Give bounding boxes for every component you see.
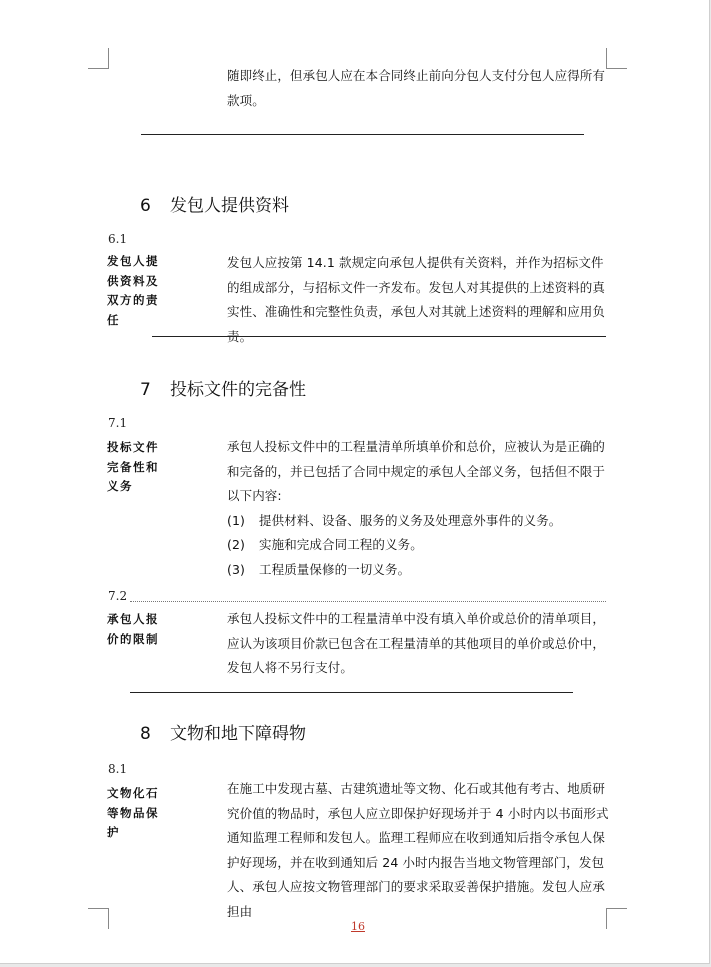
section-title: 发包人提供资料: [170, 196, 289, 216]
clause-paragraph-text: 承包人投标文件中的工程量清单所填单价和总价，应被认为是正确的和完备的，并已包括了合同中规定的承包人全部义务，包括但不限于以下内容:: [227, 439, 606, 503]
list-item-text: 实施和完成合同工程的义务。: [259, 537, 423, 552]
list-item-label: (1): [227, 512, 246, 528]
clause-number: 7.1: [108, 416, 128, 430]
section-heading-6: [140, 194, 289, 218]
section-number: 7: [140, 380, 151, 400]
clause-number: 7.2: [108, 589, 128, 603]
clause-side-title: 发包人提供资料及双方的责任: [107, 254, 159, 327]
clause-side-title: 投标文件完备性和义务: [107, 440, 159, 493]
list-item: [227, 533, 612, 558]
list-item-label: (3): [227, 561, 246, 577]
list-item-label: (2): [227, 537, 246, 552]
clause-side-title: 文物化石等物品保护: [107, 786, 159, 839]
clause-paragraph: 在施工中发现古墓、古建筑遗址等文物、化石或其他有考古、地质研究价值的物品时，承包人应立即保护好现场并于 4 小时内以书面形式通知监理工程师和发包人。监理工程师应在收到通知后指令承包人保护好现场，并在收到通知后 24 小时内报告当地文物管理部门，发包人、承包人应按文物管理部门的要求采取妥善保护措施。发包人应承担由: [227, 781, 609, 919]
section-number: 8: [140, 724, 151, 744]
clause-paragraph: 发包人应按第 14.1 款规定向承包人提供有关资料，并作为招标文件的组成部分，与招标文件一齐发布。发包人对其提供的上述资料的真实性、准确性和完整性负责，承包人对其就上述资料的理解和应用负责。: [227, 255, 606, 344]
list-item: [227, 558, 612, 583]
section-number: 6: [140, 196, 151, 216]
list-item-text: 工程质量保修的一切义务。: [259, 561, 411, 577]
crop-mark-bottom-left: [88, 908, 109, 929]
clause-number: 6.1: [108, 232, 128, 246]
section-divider: [141, 134, 584, 135]
page-number: 16: [351, 920, 365, 933]
section-divider: [130, 692, 573, 693]
list-item: [227, 509, 612, 534]
clause-number: 8.1: [108, 762, 128, 776]
list-item-text: 提供材料、设备、服务的义务及处理意外事件的义务。: [259, 512, 562, 528]
clause-side-title: 承包人报价的限制: [107, 612, 159, 646]
section-heading-7: [140, 378, 306, 402]
crop-mark-top-left: [88, 48, 109, 69]
section-divider: [152, 336, 606, 337]
clause-separator: [130, 601, 606, 602]
section-heading-8: [140, 722, 306, 746]
clause-paragraph: [227, 435, 612, 582]
section-title: 投标文件的完备性: [170, 380, 306, 400]
clause-paragraph: 承包人投标文件中的工程量清单中没有填入单价或总价的清单项目，应认为该项目价款已包含在工程量清单的其他项目的单价或总价中，发包人将不另行支付。: [227, 611, 606, 675]
section-title: 文物和地下障碍物: [170, 724, 306, 744]
continuation-paragraph: 随即终止，但承包人应在本合同终止前向分包人支付分包人应得所有款项。: [227, 68, 606, 108]
